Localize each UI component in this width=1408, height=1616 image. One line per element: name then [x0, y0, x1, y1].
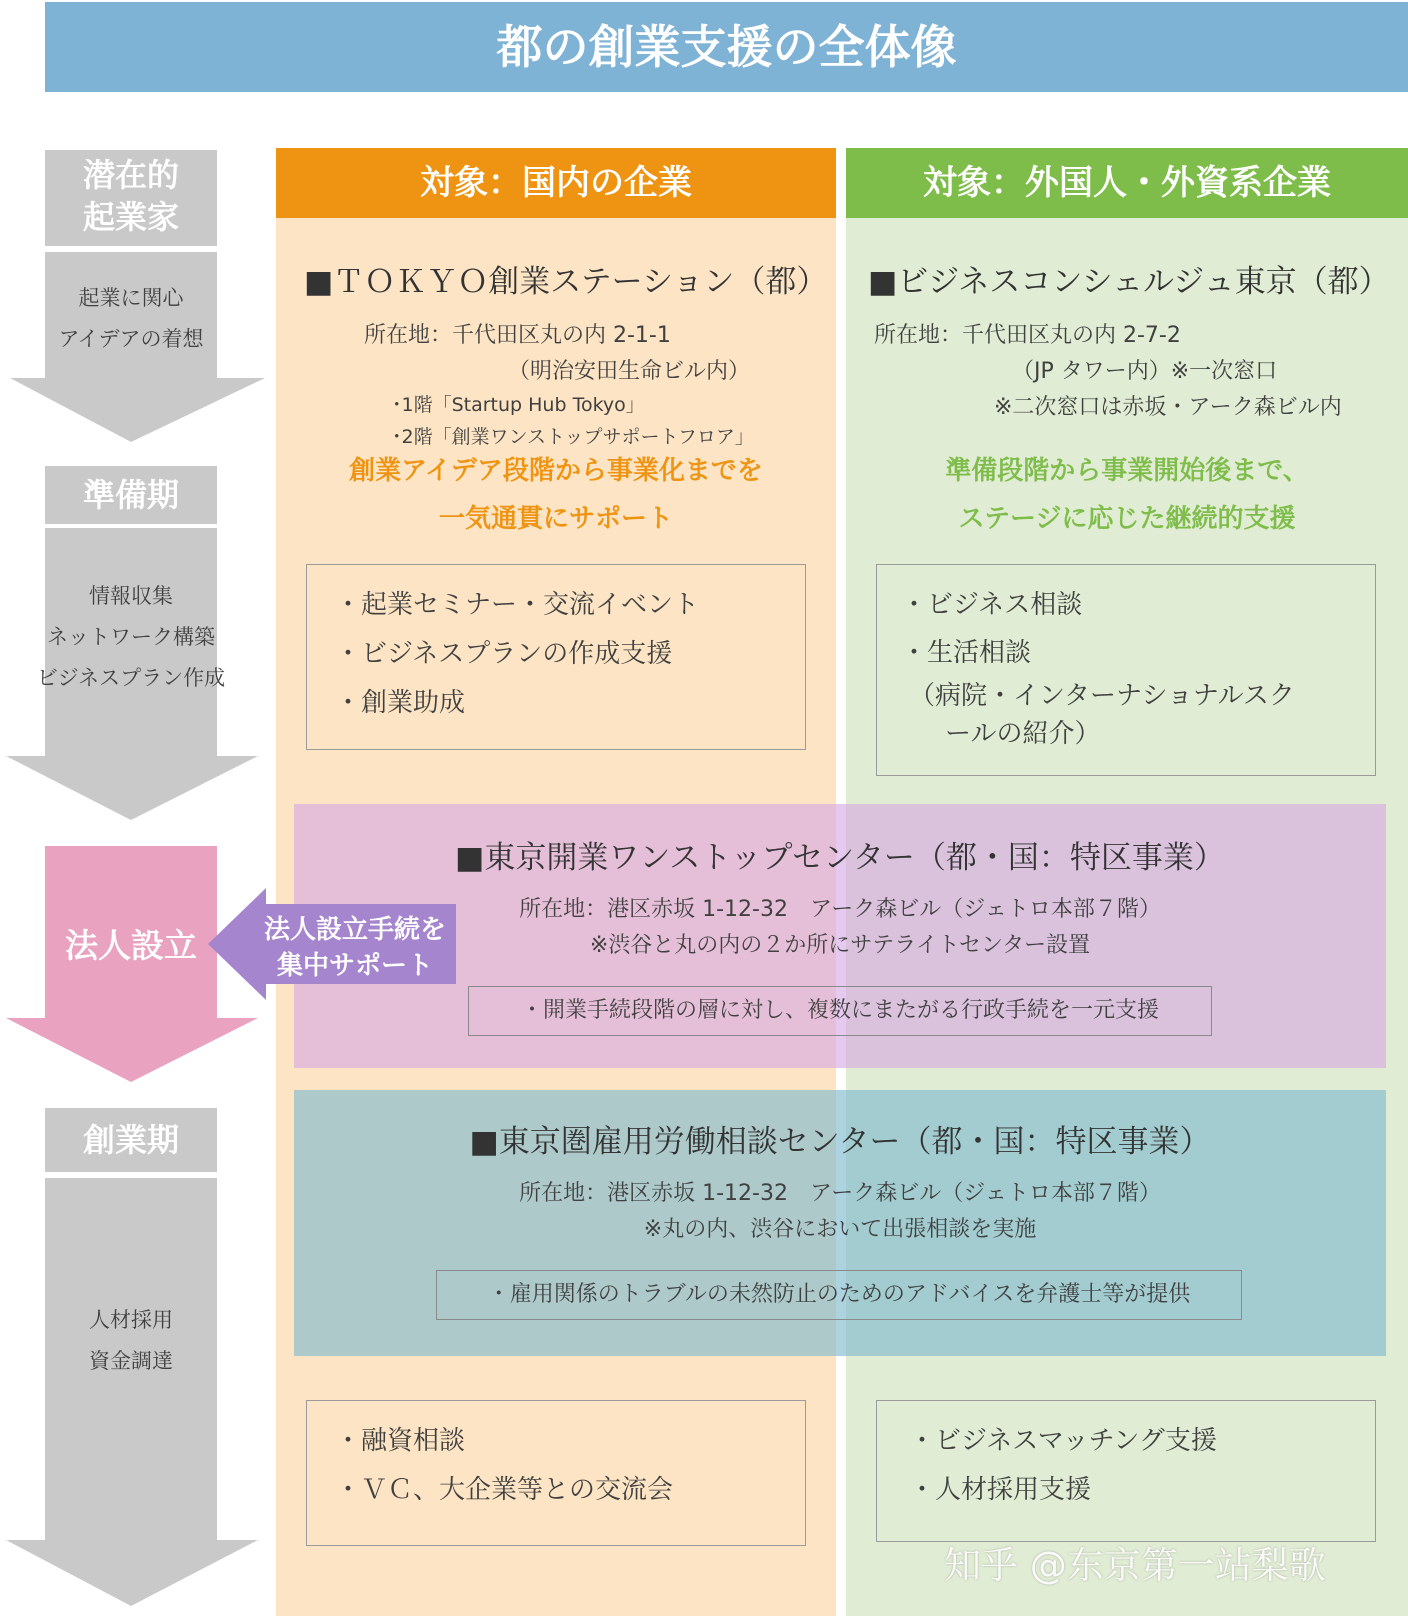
one-stop-center-address: 所在地：港区赤坂 1-12-32 アーク森ビル（ジェトロ本部７階） — [519, 897, 1161, 922]
domestic-column-heading: 対象：国内の企業 — [276, 148, 836, 218]
stage-label-incorporation: 法人設立 — [65, 926, 197, 965]
one-stop-center-note: ※渋谷と丸の内の２か所にサテライトセンター設置 — [589, 933, 1091, 958]
stage-label-potential: 潜在的 起業家 — [45, 150, 217, 246]
list-item: （病院・インターナショナルスク — [909, 681, 1295, 711]
stage-desc-preparation: 情報収集 ネットワーク構築 ビジネスプラン作成 — [36, 584, 226, 690]
business-concierge-tokyo-title: ■ビジネスコンシェルジュ東京（都） — [868, 264, 1390, 300]
stage-label-preparation: 準備期 — [45, 466, 217, 524]
foreign-highlight-2: ステージに応じた継続的支援 — [958, 504, 1296, 534]
domestic-highlight-2: 一気通貫にサポート — [438, 504, 673, 534]
business-concierge-building: （JP タワー内）※一次窓口 — [1012, 359, 1278, 384]
foreign-column-heading: 対象：外国人・外資系企業 — [846, 148, 1408, 218]
employment-center-service-box: ・雇用関係のトラブルの未然防止のためのアドバイスを弁護士等が提供 — [436, 1270, 1242, 1320]
stage-label-founding: 創業期 — [45, 1108, 217, 1172]
foreign-services-box — [876, 564, 1376, 776]
watermark: 知乎 @东京第一站梨歌 — [944, 1544, 1326, 1587]
employment-center-address: 所在地：港区赤坂 1-12-32 アーク森ビル（ジェトロ本部７階） — [519, 1181, 1161, 1206]
page-title: 都の創業支援の全体像 — [45, 2, 1408, 92]
floor-note-1: ･1階「Startup Hub Tokyo」 — [392, 394, 645, 416]
list-item: ールの紹介） — [945, 719, 1101, 749]
business-concierge-address: 所在地：千代田区丸の内 2-7-2 — [874, 323, 1181, 348]
list-item: ・人材採用支援 — [909, 1475, 1092, 1505]
list-item: ・起業セミナー・交流イベント — [335, 590, 700, 620]
list-item: ・創業助成 — [335, 688, 466, 718]
list-item: ・ビジネスプランの作成支援 — [335, 639, 673, 669]
tokyo-startup-station-address: 所在地：千代田区丸の内 2-1-1 — [364, 323, 671, 348]
list-item: ・ビジネス相談 — [901, 590, 1083, 620]
list-item: ・ＶＣ、大企業等との交流会 — [335, 1475, 674, 1505]
domestic-services-box — [306, 564, 806, 750]
stage-desc-potential: 起業に関心 アイデアの着想 — [58, 286, 204, 351]
tokyo-startup-station-building: （明治安田生命ビル内） — [508, 359, 751, 384]
list-item: ・ビジネスマッチング支援 — [909, 1426, 1217, 1456]
one-stop-center-service-box: ・開業手続段階の層に対し、複数にまたがる行政手続を一元支援 — [468, 986, 1212, 1036]
floor-note-2: ･2階「創業ワンストップサポートフロア」 — [392, 426, 754, 448]
tokyo-startup-station-title: ■ＴＯＫＹＯ創業ステーション（都） — [304, 264, 828, 300]
list-item: ・融資相談 — [335, 1426, 466, 1456]
foreign-later-services-box — [876, 1400, 1376, 1542]
domestic-highlight-1: 創業アイデア段階から事業化までを — [349, 456, 763, 486]
stage-arrow-founding — [6, 1178, 258, 1606]
incorporation-support-callout: 法人設立手続を 集中サポート — [263, 915, 446, 981]
domestic-later-services-box — [306, 1400, 806, 1546]
employment-center-note: ※丸の内、渋谷において出張相談を実施 — [643, 1217, 1037, 1242]
one-stop-center-title: ■東京開業ワンストップセンター（都・国：特区事業） — [455, 840, 1225, 876]
employment-center-title: ■東京圏雇用労働相談センター（都・国：特区事業） — [469, 1124, 1211, 1160]
list-item: ・生活相談 — [901, 638, 1032, 668]
stage-desc-founding: 人材採用 資金調達 — [89, 1308, 173, 1373]
business-concierge-second-window: ※二次窓口は赤坂・アーク森ビル内 — [994, 395, 1342, 420]
foreign-highlight-1: 準備段階から事業開始後まで、 — [945, 456, 1309, 486]
